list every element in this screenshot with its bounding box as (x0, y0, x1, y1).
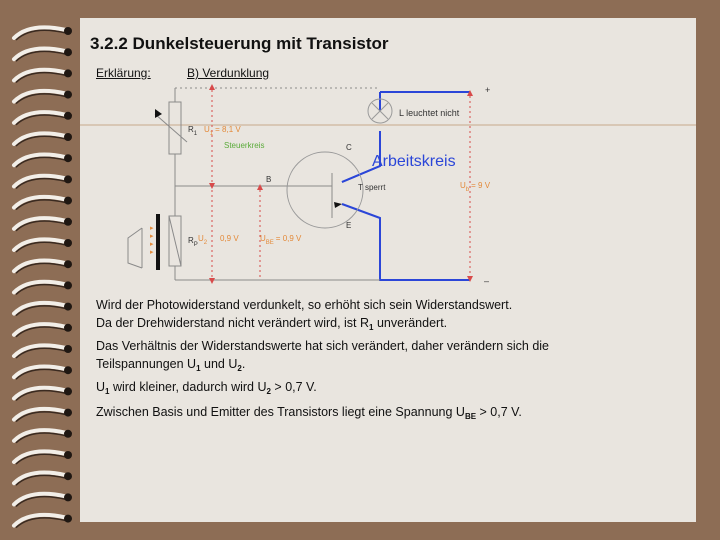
explanation-text (96, 296, 656, 426)
svg-text:U2: $U_2$ (198, 234, 208, 246)
line-5: $U_1$ wird kleiner, dadurch wird $U_2 > 0,7$ V. (96, 380, 317, 396)
explanation-label: Erklärung: (96, 66, 151, 80)
light-source (128, 228, 142, 268)
u2-value: 0,9 V (220, 234, 239, 243)
r1-label: R (188, 125, 194, 134)
lamp-label: L leuchtet nicht (399, 108, 460, 118)
svg-text:▸: ▸ (150, 241, 154, 248)
svg-text:RP: $R_P$ (188, 236, 198, 248)
line-1: Wird der Photowiderstand verdunkelt, so erhöht sich sein Widerstandswert. (96, 298, 513, 312)
svg-text:▸: ▸ (150, 249, 154, 256)
plus-label: + (485, 85, 491, 95)
ub-label: U (460, 181, 466, 190)
minus-label: – (484, 276, 490, 286)
svg-text:Ub= 9 V: $U_b = 9$ V (460, 181, 491, 193)
svg-text:R1: $R_1$ (188, 125, 198, 137)
section-label: B) Verdunklung (187, 66, 270, 80)
u2-label: U (198, 234, 204, 243)
emitter-label: E (346, 221, 352, 230)
rp-label: R (188, 236, 194, 245)
svg-text:▸: ▸ (150, 225, 154, 232)
svg-text:U1= 8,1 V: $U_1 = 8,1$ V (204, 125, 241, 137)
transistor-symbol (287, 152, 363, 228)
ube-label: U (260, 234, 266, 243)
steuerkreis-label: Steuerkreis (224, 141, 265, 150)
circuit-diagram (80, 18, 696, 298)
line-3: Das Verhältnis der Widerstandswerte hat sich verändert, daher verändern sich die (96, 339, 550, 353)
slide (80, 18, 696, 522)
base-label: B (266, 175, 272, 184)
line-6: Zwischen Basis und Emitter des Transistors liegt eine Spannung $U_{BE} > 0,7$ V. (96, 405, 522, 421)
svg-text:▸: ▸ (150, 233, 154, 240)
line-4: Teilspannungen $U_1$ und $U_2$. (96, 357, 246, 373)
u1-label: U (204, 125, 210, 134)
line-2: Da der Drehwiderstand nicht verändert wird, ist $R_1$ unverändert. (96, 316, 448, 332)
svg-text:UBE= 0,9 V: $U_{BE} = 0,9$ V (260, 234, 302, 246)
arbeitskreis-label: Arbeitskreis (372, 153, 456, 170)
page-title: 3.2.2 Dunkelsteuerung mit Transistor (90, 34, 389, 53)
transistor-state-label: T sperrt (358, 183, 386, 192)
collector-label: C (346, 143, 352, 152)
spiral-binding (0, 0, 80, 540)
